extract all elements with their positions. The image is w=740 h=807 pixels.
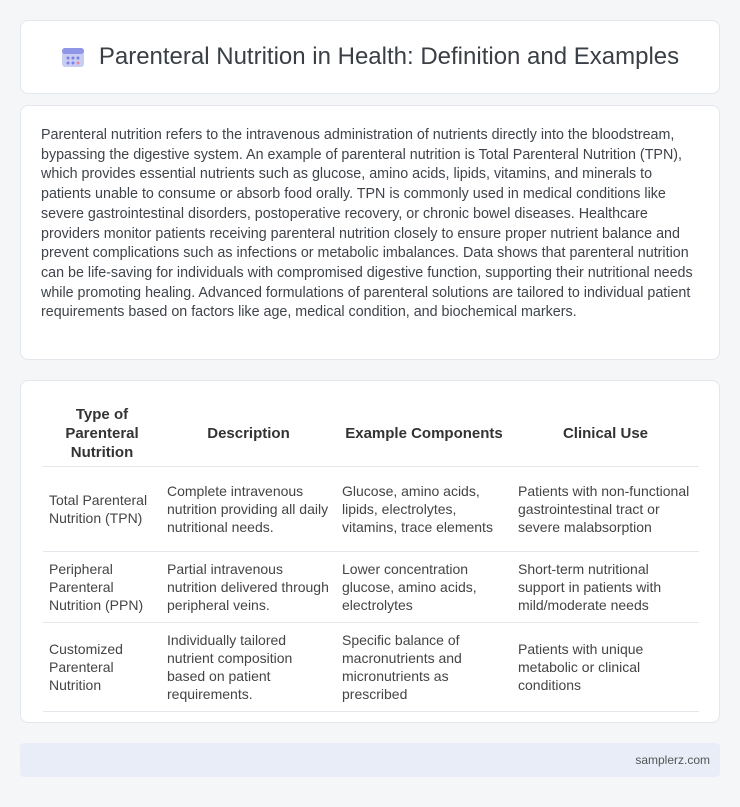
table-header-row xyxy=(43,401,699,467)
table-row xyxy=(43,552,699,623)
title-card xyxy=(20,20,720,94)
table-cell: Partial intravenous nutrition delivered through peripheral veins. xyxy=(161,552,336,623)
table-cell: Patients with unique metabolic or clinical conditions xyxy=(512,623,699,712)
table-cell: Complete intravenous nutrition providing all daily nutritional needs. xyxy=(161,467,336,552)
table-cell: Short-term nutritional support in patients with mild/moderate needs xyxy=(512,552,699,623)
table-cell: Customized Parenteral Nutrition xyxy=(43,623,161,712)
intro-paragraph: Parenteral nutrition refers to the intravenous administration of nutrients directly into the bloodstream, bypassing the digestive system. An example of parenteral nutrition is Total Parenteral Nutrition (TPN), which provides essential nutrients such as glucose, amino acids, lipids, vitamins, and minerals to patients unable to consume or absorb food orally. TPN is commonly used in medical conditions like severe gastrointestinal disorders, postoperative recovery, or chronic bowel diseases. Healthcare providers monitor patients receiving parenteral nutrition closely to ensure proper nutrient balance and prevent complications such as infections or metabolic imbalances. Data shows that parenteral nutrition can be life-saving for individuals with compromised digestive function, supporting their nutritional needs while promoting healing. Advanced formulations of parenteral solutions are tailored to individual patient requirements based on factors like age, medical condition, and biochemical markers. xyxy=(41,127,693,321)
calendar-icon xyxy=(61,46,85,68)
table-cell: Individually tailored nutrient composition based on patient requirements. xyxy=(161,623,336,712)
table-cell: Specific balance of macronutrients and micronutrients as prescribed xyxy=(336,623,512,712)
table-row xyxy=(43,467,699,552)
table-card xyxy=(20,380,720,723)
table-cell: Peripheral Parenteral Nutrition (PPN) xyxy=(43,552,161,623)
table-cell: Patients with non-functional gastrointestinal tract or severe malabsorption xyxy=(512,467,699,552)
column-header: Example Components xyxy=(336,401,512,467)
table-row xyxy=(43,623,699,712)
column-header: Clinical Use xyxy=(512,401,699,467)
column-header: Type of Parenteral Nutrition xyxy=(43,401,161,467)
column-header: Description xyxy=(161,401,336,467)
table-cell: Total Parenteral Nutrition (TPN) xyxy=(43,467,161,552)
nutrition-table xyxy=(43,401,699,712)
footer-site-link[interactable]: samplerz.com xyxy=(635,753,710,767)
table-cell: Glucose, amino acids, lipids, electrolytes, vitamins, trace elements xyxy=(336,467,512,552)
footer xyxy=(20,743,720,777)
table-cell: Lower concentration glucose, amino acids, electrolytes xyxy=(336,552,512,623)
intro-card xyxy=(20,105,720,360)
page-title: Parenteral Nutrition in Health: Definition and Examples xyxy=(98,43,680,70)
